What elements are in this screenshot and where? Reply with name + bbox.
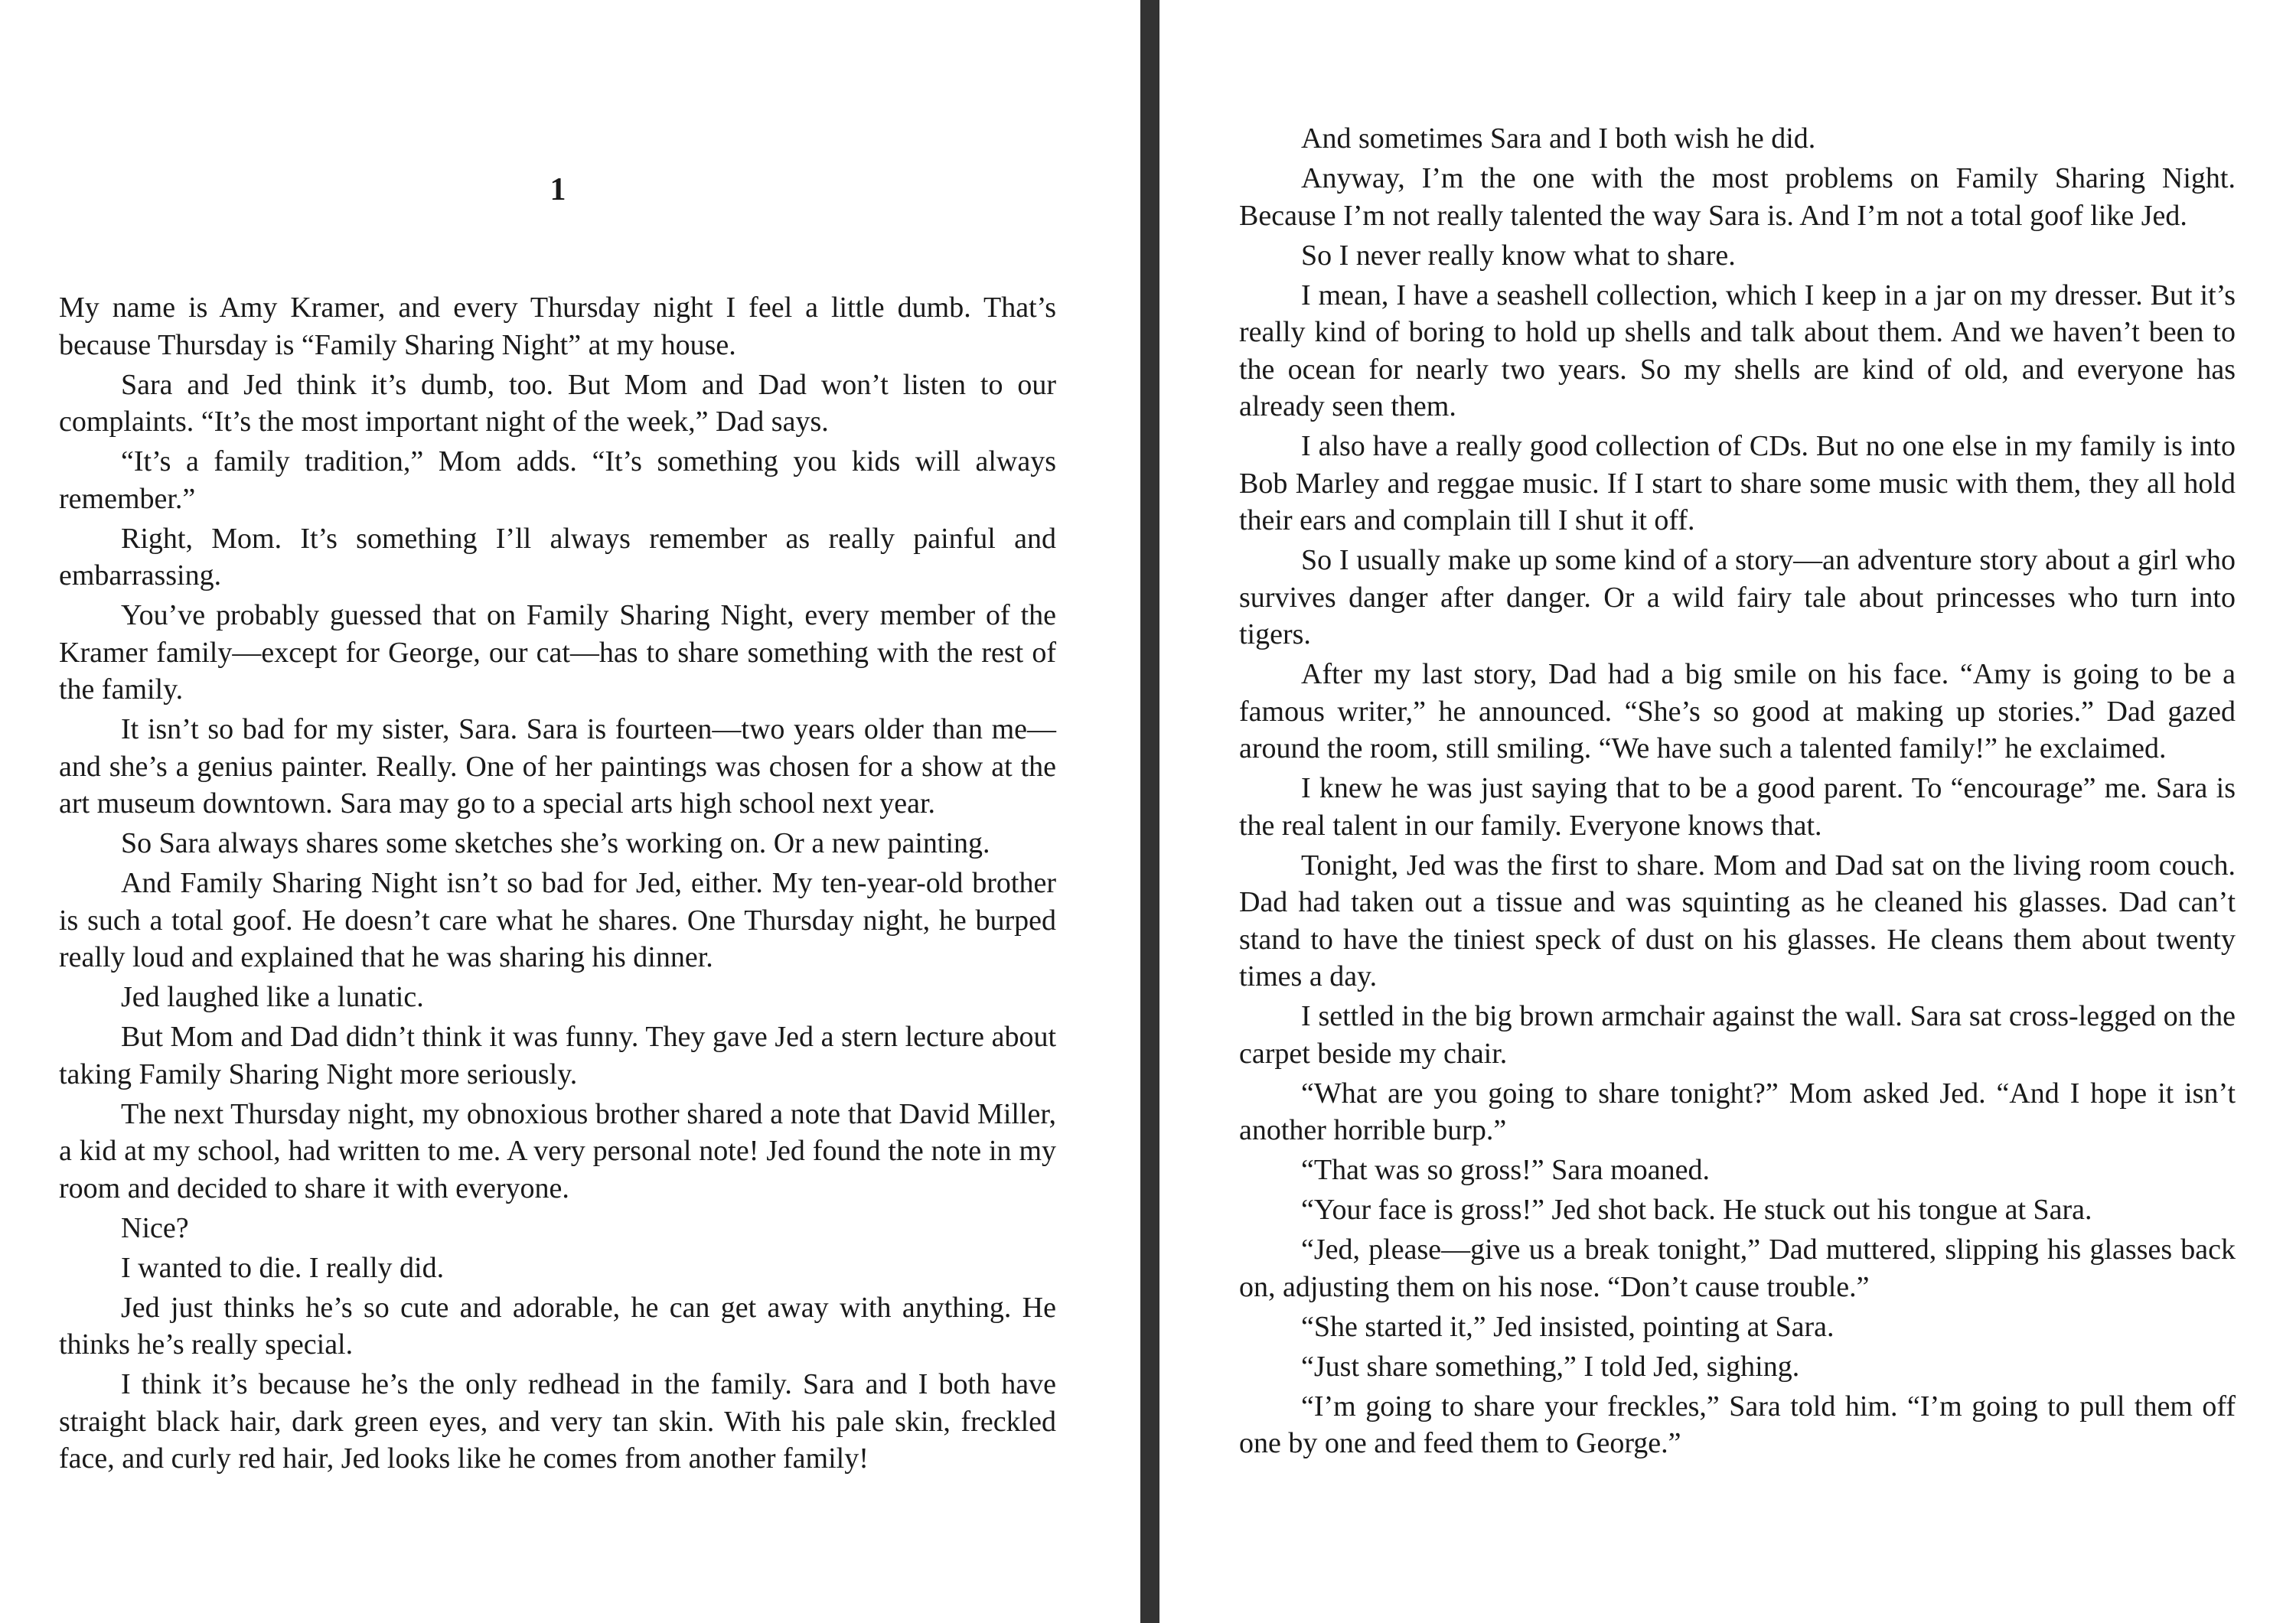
right-page: [1159, 0, 2296, 1623]
paragraph: “Jed, please—give us a break tonight,” Dad muttered, slipping his glasses back on, adjusting them on his nose. “Don’t cause trouble.”: [1239, 1234, 2236, 1303]
paragraph: “I’m going to share your freckles,” Sara told him. “I’m going to pull them off one by one and feed them to George.”: [1239, 1390, 2236, 1459]
paragraph: The next Thursday night, my obnoxious brother shared a note that David Miller, a kid at my school, had written to me. A very personal note! Jed found the note in my room and decided to share it with everyone.: [59, 1097, 1056, 1204]
paragraph: Nice?: [121, 1211, 189, 1244]
paragraph: Anyway, I’m the one with the most problems on Family Sharing Night. Because I’m not really talented the way Sara is. And I’m not a total goof like Jed.: [1239, 162, 2236, 232]
paragraph: And sometimes Sara and I both wish he did.: [1301, 122, 1816, 155]
paragraph: I knew he was just saying that to be a good parent. To “encourage” me. Sara is the real talent in our family. Everyone knows that.: [1239, 772, 2236, 842]
paragraph: “It’s a family tradition,” Mom adds. “It’s something you kids will always remember.”: [59, 445, 1056, 515]
paragraph: I also have a really good collection of CDs. But no one else in my family is into Bob Marley and reggae music. If I start to share some music with them, they all hold their ears and complain till I shut it off.: [1239, 430, 2236, 536]
paragraph: Tonight, Jed was the first to share. Mom and Dad sat on the living room couch. Dad had taken out a tissue and was squinting as he cleaned his glasses. Dad can’t stand to have the tiniest speck of dust on his glasses. He cleans them about twenty times a day.: [1239, 849, 2236, 992]
paragraph: I wanted to die. I really did.: [121, 1251, 445, 1284]
paragraph: Jed laughed like a lunatic.: [121, 981, 424, 1013]
chapter-number: 1: [550, 172, 566, 207]
paragraph: I mean, I have a seashell collection, which I keep in a jar on my dresser. But it’s really kind of boring to hold up shells and talk about them. And we haven’t been to the ocean for nearly two years. So my shells are kind of old, and everyone has already seen them.: [1239, 279, 2236, 422]
paragraph: “That was so gross!” Sara moaned.: [1301, 1154, 1710, 1186]
paragraph: You’ve probably guessed that on Family Sharing Night, every member of the Kramer family—except for George, our cat—has to share something with the rest of the family.: [59, 599, 1056, 706]
paragraph: But Mom and Dad didn’t think it was funny. They gave Jed a stern lecture about taking Family Sharing Night more seriously.: [59, 1021, 1056, 1090]
left-page-text: [59, 289, 1056, 1480]
paragraph: “What are you going to share tonight?” Mom asked Jed. “And I hope it isn’t another horrible burp.”: [1239, 1077, 2236, 1146]
paragraph: “Your face is gross!” Jed shot back. He stuck out his tongue at Sara.: [1301, 1194, 2092, 1226]
paragraph: So I usually make up some kind of a story—an adventure story about a girl who survives danger after danger. Or a wild fairy tale about princesses who turn into tigers.: [1239, 544, 2236, 650]
paragraph: Jed just thinks he’s so cute and adorable, he can get away with anything. He thinks he’s really special.: [59, 1291, 1056, 1361]
paragraph: It isn’t so bad for my sister, Sara. Sara is fourteen—two years older than me—and she’s a genius painter. Really. One of her paintings was chosen for a show at the art museum downtown. Sara may go to a special arts high school next year.: [59, 713, 1056, 820]
paragraph: Sara and Jed think it’s dumb, too. But Mom and Dad won’t listen to our complaints. “It’s the most important night of the week,” Dad says.: [59, 368, 1056, 438]
left-page: [0, 0, 1140, 1623]
paragraph: After my last story, Dad had a big smile on his face. “Amy is going to be a famous writer,” he announced. “She’s so good at making up stories.” Dad gazed around the room, still smiling. “We have such a talented family!” he exclaimed.: [1239, 658, 2236, 764]
paragraph: I settled in the big brown armchair against the wall. Sara sat cross-legged on the carpet beside my chair.: [1239, 1000, 2236, 1070]
paragraph: And Family Sharing Night isn’t so bad for Jed, either. My ten-year-old brother is such a total goof. He doesn’t care what he shares. One Thursday night, he burped really loud and explained that he was sharing his dinner.: [59, 867, 1056, 973]
paragraph: “She started it,” Jed insisted, pointing at Sara.: [1301, 1310, 1835, 1343]
paragraph: My name is Amy Kramer, and every Thursday night I feel a little dumb. That’s because Thursday is “Family Sharing Night” at my house.: [59, 292, 1056, 361]
paragraph: So I never really know what to share.: [1301, 239, 1736, 272]
paragraph: “Just share something,” I told Jed, sighing.: [1301, 1350, 1800, 1383]
page-gutter: [1140, 0, 1159, 1623]
paragraph: So Sara always shares some sketches she’s working on. Or a new painting.: [121, 827, 990, 859]
right-page-text: [1239, 120, 2236, 1465]
paragraph: Right, Mom. It’s something I’ll always remember as really painful and embarrassing.: [59, 522, 1056, 592]
paragraph: I think it’s because he’s the only redhead in the family. Sara and I both have straight black hair, dark green eyes, and very tan skin. With his pale skin, freckled face, and curly red hair, Jed looks like he comes from another family!: [59, 1368, 1056, 1475]
